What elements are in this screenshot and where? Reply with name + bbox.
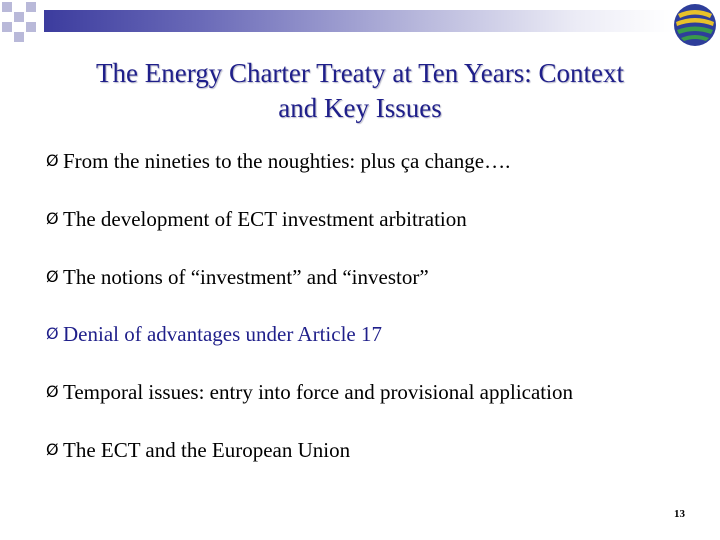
title-line-2: and Key Issues — [278, 93, 442, 123]
bullet-list — [46, 146, 686, 493]
arrowhead-bullet-icon: Ø — [46, 208, 59, 228]
arrowhead-bullet-icon: Ø — [46, 439, 59, 459]
header-gradient-band — [44, 10, 672, 32]
bullet-item — [46, 262, 686, 320]
bullet-item — [46, 435, 686, 493]
bullet-text: Temporal issues: entry into force and provisional application — [63, 380, 573, 405]
arrowhead-bullet-icon: Ø — [46, 324, 59, 344]
bullet-text: Denial of advantages under Article 17 — [63, 322, 382, 347]
arrowhead-bullet-icon: Ø — [46, 151, 59, 170]
slide-title — [40, 56, 680, 126]
energy-charter-logo-icon — [672, 2, 718, 48]
bullet-item — [46, 204, 686, 262]
page-number: 13 — [674, 508, 685, 520]
title-line-1: The Energy Charter Treaty at Ten Years: Context — [95, 58, 625, 88]
arrowhead-bullet-icon: Ø — [46, 266, 59, 286]
bullet-item — [46, 377, 686, 435]
bullet-text: The ECT and the European Union — [63, 437, 351, 462]
bullet-item — [46, 146, 686, 204]
bullet-text: The notions of “investment” and “investor” — [63, 264, 429, 289]
arrowhead-bullet-icon: Ø — [46, 382, 59, 402]
bullet-item-highlighted — [46, 319, 686, 377]
header-decoration — [0, 0, 720, 48]
bullet-text: From the nineties to the noughties: plus ça change…. — [63, 149, 511, 173]
bullet-text: The development of ECT investment arbitration — [63, 206, 467, 231]
